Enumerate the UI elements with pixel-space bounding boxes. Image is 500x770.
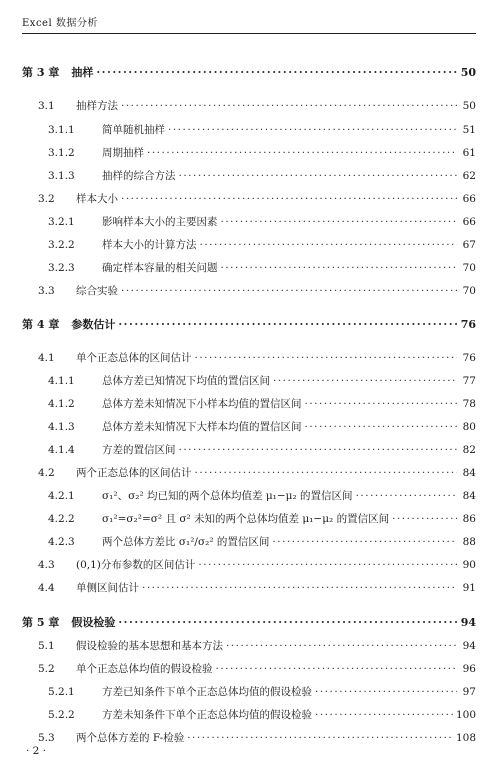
dot-leader	[195, 352, 458, 364]
toc-page-number: 66	[462, 193, 476, 205]
toc-title: 简单随机抽样	[102, 124, 165, 136]
toc-number: 第 3 章	[22, 66, 60, 79]
dot-leader	[221, 216, 458, 228]
toc-page-number: 91	[462, 582, 476, 594]
toc-number: 3.3	[38, 285, 55, 297]
toc-number: 4.1.2	[48, 398, 75, 410]
toc-page-number: 62	[462, 170, 476, 182]
toc-title: σ₁²=σ₂²=σ² 且 σ² 未知的两个总体均值差 μ₁−μ₂ 的置信区间	[102, 513, 390, 525]
dot-leader	[147, 147, 457, 159]
toc-title: 样本大小的计算方法	[102, 239, 197, 251]
dot-leader	[221, 262, 458, 274]
toc-title: 样本大小	[76, 193, 118, 205]
dot-leader	[198, 559, 457, 571]
toc-title: 单个正态总体均值的假设检验	[76, 663, 213, 675]
toc-title: 影响样本大小的主要因素	[102, 216, 218, 228]
dot-leader	[118, 616, 457, 629]
toc-number: 4.1.3	[48, 421, 75, 433]
dot-leader	[168, 124, 457, 136]
toc-section[interactable]	[38, 350, 476, 365]
toc-section[interactable]	[38, 465, 476, 480]
toc-subsection[interactable]	[48, 237, 476, 252]
toc-page-number: 96	[462, 663, 476, 675]
toc-subsection[interactable]	[48, 373, 476, 388]
toc-title: (0,1)分布参数的区间估计	[76, 559, 196, 571]
toc-page-number: 82	[462, 444, 476, 456]
toc-chapter[interactable]	[22, 614, 476, 630]
toc-section[interactable]	[38, 98, 476, 113]
dot-leader	[142, 582, 457, 594]
toc-number: 3.2.3	[48, 262, 75, 274]
toc-subsection[interactable]	[48, 122, 476, 137]
toc-number: 4.1.4	[48, 444, 75, 456]
toc-page-number: 100	[455, 709, 476, 721]
toc-title: 确定样本容量的相关问题	[102, 262, 218, 274]
dot-leader	[315, 686, 457, 698]
toc-section[interactable]	[38, 661, 476, 676]
toc-section[interactable]	[38, 638, 476, 653]
toc-title: σ₁²、σ₂² 均已知的两个总体均值差 μ₁−μ₂ 的置信区间	[102, 490, 353, 502]
toc-title: 参数估计	[71, 318, 116, 331]
toc-chapter[interactable]	[22, 64, 476, 80]
toc-number: 5.3	[38, 732, 55, 744]
toc-title: 抽样方法	[76, 100, 118, 112]
dot-leader	[121, 285, 457, 297]
dot-leader	[200, 239, 458, 251]
toc-chapter[interactable]	[22, 316, 476, 332]
toc-title: 两个总体方差比 σ₁²/σ₂² 的置信区间	[102, 536, 270, 548]
toc-title: 总体方差已知情况下均值的置信区间	[102, 375, 270, 387]
toc-subsection[interactable]	[48, 214, 476, 229]
toc-page-number: 94	[460, 616, 476, 629]
toc-number: 4.1.1	[48, 375, 75, 387]
toc-page-number: 94	[462, 640, 476, 652]
toc-page-number: 70	[462, 285, 476, 297]
toc-number: 3.2.2	[48, 239, 75, 251]
toc-number: 3.2	[38, 193, 55, 205]
toc-title: 单个正态总体的区间估计	[76, 352, 192, 364]
toc-title: 两个总体方差的 F-检验	[76, 732, 185, 744]
toc-title: 抽样的综合方法	[102, 170, 176, 182]
toc-subsection[interactable]	[48, 442, 476, 457]
toc-title: 方差未知条件下单个正态总体均值的假设检验	[102, 709, 312, 721]
toc-title: 两个正态总体的区间估计	[76, 467, 192, 479]
dot-leader	[216, 663, 458, 675]
dot-leader	[272, 536, 457, 548]
toc-number: 5.2.2	[48, 709, 75, 721]
toc-page-number: 50	[462, 100, 476, 112]
toc-page-number: 51	[462, 124, 476, 136]
dot-leader	[392, 513, 457, 525]
toc-number: 5.1	[38, 640, 55, 652]
toc-section[interactable]	[38, 191, 476, 206]
toc-number: 第 5 章	[22, 616, 60, 629]
toc-number: 3.1.1	[48, 124, 75, 136]
dot-leader	[187, 732, 453, 744]
running-header: Excel 数据分析	[22, 18, 98, 29]
toc-number: 4.3	[38, 559, 55, 571]
toc-subsection[interactable]	[48, 396, 476, 411]
toc-section[interactable]	[38, 283, 476, 298]
toc-subsection[interactable]	[48, 419, 476, 434]
dot-leader	[179, 170, 458, 182]
toc-title: 单侧区间估计	[76, 582, 139, 594]
toc-title: 总体方差未知情况下小样本均值的置信区间	[102, 398, 302, 410]
toc-page-number: 67	[462, 239, 476, 251]
toc-page-number: 88	[462, 536, 476, 548]
toc-page-number: 77	[462, 375, 476, 387]
toc-title: 方差的置信区间	[102, 444, 176, 456]
toc-title: 综合实验	[76, 285, 118, 297]
dot-leader	[305, 421, 458, 433]
toc-title: 方差已知条件下单个正态总体均值的假设检验	[102, 686, 312, 698]
toc-number: 4.2	[38, 467, 55, 479]
toc-page-number: 108	[455, 732, 476, 744]
toc-page-number: 70	[462, 262, 476, 274]
toc-page-number: 76	[462, 352, 476, 364]
toc-page-number: 84	[462, 467, 476, 479]
toc-number: 3.1.3	[48, 170, 75, 182]
toc-subsection[interactable]	[48, 488, 476, 503]
toc-page-number: 84	[462, 490, 476, 502]
toc-title: 假设检验	[71, 616, 116, 629]
toc-title: 假设检验的基本思想和基本方法	[76, 640, 223, 652]
toc-page-number: 86	[462, 513, 476, 525]
toc-page-number: 76	[460, 318, 476, 331]
dot-leader	[96, 66, 457, 79]
toc-section[interactable]	[38, 580, 476, 595]
toc-page-number: 90	[462, 559, 476, 571]
page-number: · 2 ·	[26, 745, 47, 757]
toc-number: 4.2.2	[48, 513, 75, 525]
toc-number: 3.1	[38, 100, 55, 112]
toc-subsection[interactable]	[48, 707, 476, 722]
dot-leader	[195, 467, 458, 479]
toc-page-number: 78	[462, 398, 476, 410]
dot-leader	[226, 640, 457, 652]
toc-subsection[interactable]	[48, 534, 476, 549]
toc-subsection[interactable]	[48, 260, 476, 275]
toc-section[interactable]	[38, 557, 476, 572]
toc-page-number: 80	[462, 421, 476, 433]
toc-title: 总体方差未知情况下大样本均值的置信区间	[102, 421, 302, 433]
toc-page-number: 97	[462, 686, 476, 698]
dot-leader	[121, 193, 457, 205]
toc-number: 5.2.1	[48, 686, 75, 698]
toc-number: 3.2.1	[48, 216, 75, 228]
toc-number: 4.2.1	[48, 490, 75, 502]
toc-title: 抽样	[71, 66, 94, 79]
dot-leader	[118, 318, 457, 331]
toc-page-number: 66	[462, 216, 476, 228]
dot-leader	[305, 398, 458, 410]
toc-subsection[interactable]	[48, 168, 476, 183]
toc-page-number: 50	[460, 66, 476, 79]
toc-number: 4.1	[38, 352, 55, 364]
toc-subsection[interactable]	[48, 511, 476, 526]
toc-number: 3.1.2	[48, 147, 75, 159]
toc-number: 5.2	[38, 663, 55, 675]
toc-number: 4.2.3	[48, 536, 75, 548]
dot-leader	[315, 709, 453, 721]
toc-number: 第 4 章	[22, 318, 60, 331]
dot-leader	[121, 100, 457, 112]
toc-subsection[interactable]	[48, 145, 476, 160]
dot-leader	[356, 490, 457, 502]
dot-leader	[273, 375, 457, 387]
dot-leader	[179, 444, 458, 456]
toc-title: 周期抽样	[102, 147, 144, 159]
toc-number: 4.4	[38, 582, 55, 594]
toc-section[interactable]	[38, 730, 476, 745]
toc-page-number: 61	[462, 147, 476, 159]
toc-subsection[interactable]	[48, 684, 476, 699]
